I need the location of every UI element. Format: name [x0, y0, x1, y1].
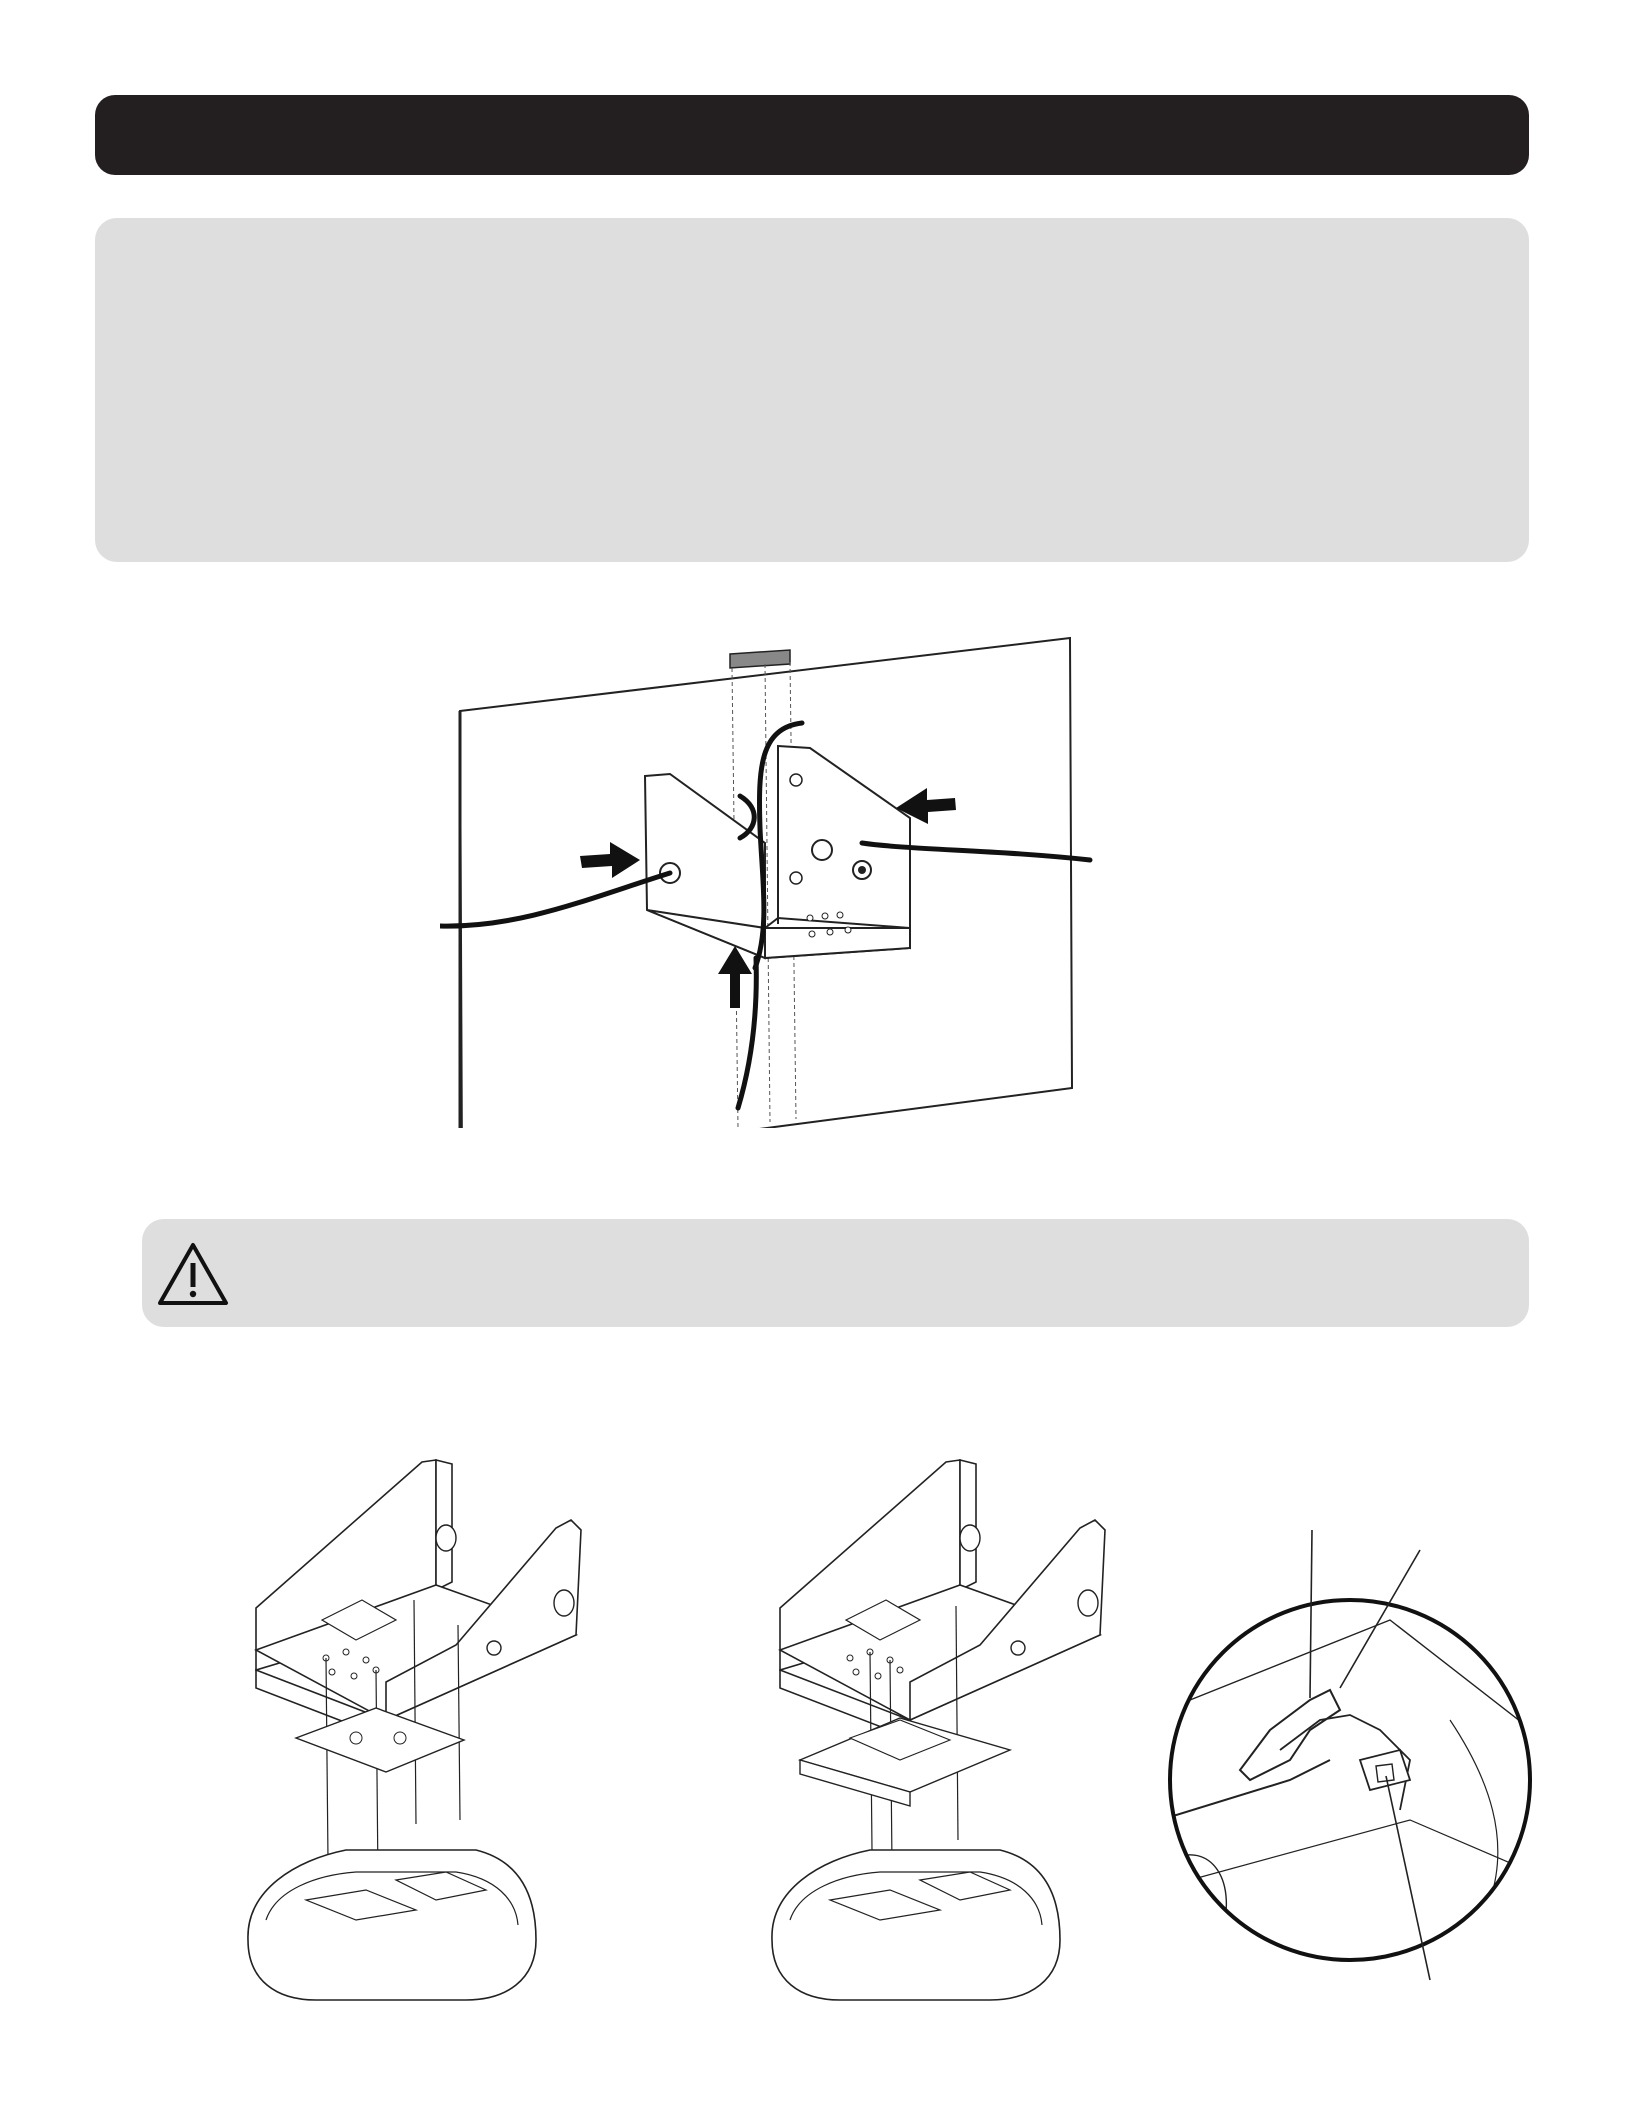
- assembly-illustration-a: [236, 1420, 596, 2020]
- detail-magnifier-svg: [1150, 1520, 1550, 2040]
- warning-panel: [142, 1219, 1529, 1327]
- assembly-illustration-b: [760, 1420, 1120, 2020]
- wall-mount-illustration: [440, 628, 1140, 1128]
- section-header-bar: [95, 95, 1529, 175]
- assembly-a-svg: [236, 1420, 596, 2020]
- wall-mount-svg: [440, 628, 1140, 1128]
- detail-magnifier-illustration: [1150, 1520, 1550, 2040]
- instructions-panel: [95, 218, 1529, 562]
- assembly-b-svg: [760, 1420, 1120, 2020]
- warning-triangle-icon: [156, 1241, 230, 1307]
